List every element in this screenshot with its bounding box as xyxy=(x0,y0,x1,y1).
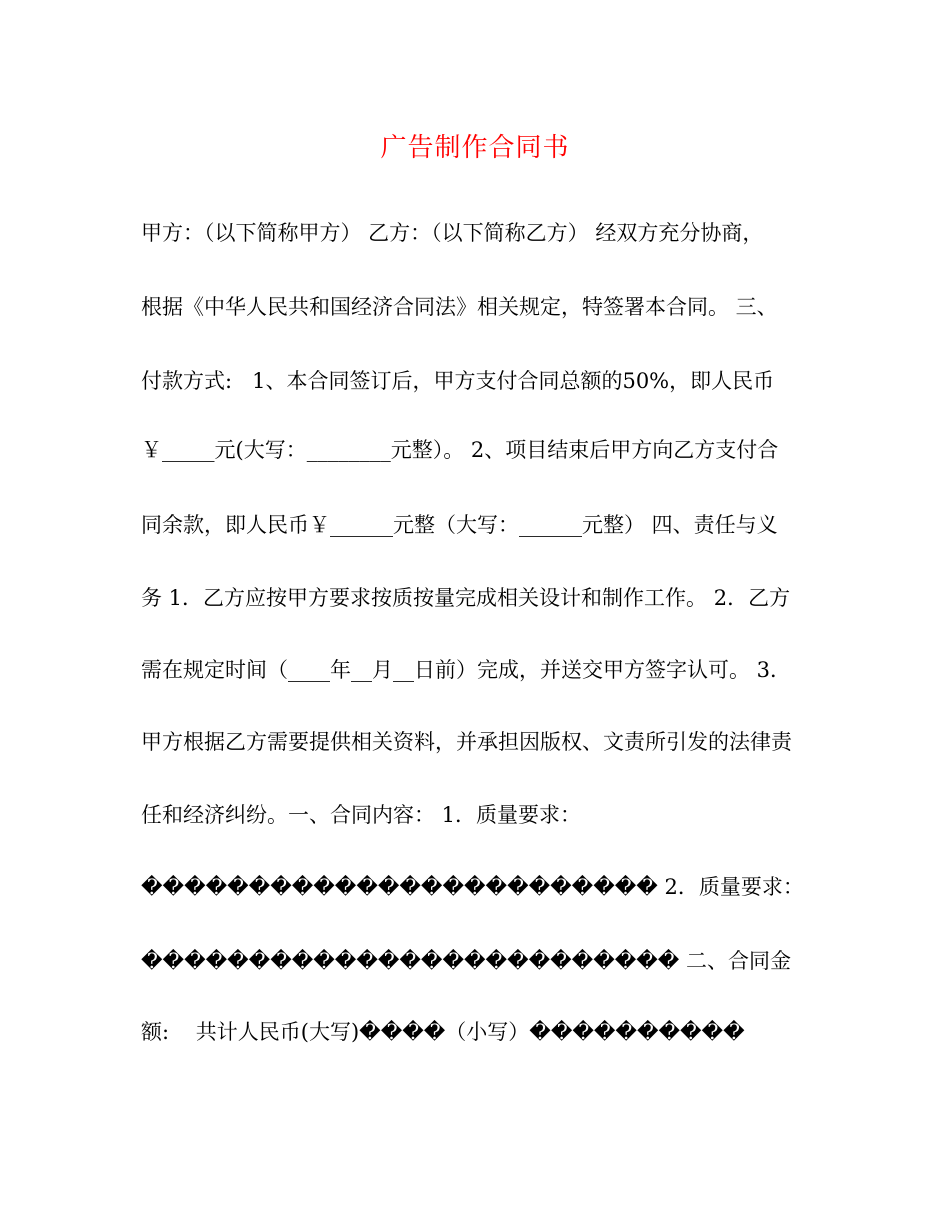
body-line-3: 付款方式: 1、本合同签订后，甲方支付合同总额的50%，即人民币 xyxy=(141,369,775,393)
body-line-7: 需在规定时间（____年__月__日前）完成，并送交甲方签字认可。 3． xyxy=(141,658,792,682)
body-line-12: 额: 共计人民币(大写)����（小写）���������� xyxy=(141,1020,745,1044)
body-line-2: 根据《中华人民共和国经济合同法》相关规定，特签署本合同。 三、 xyxy=(141,295,778,319)
body-line-4: ￥_____元(大写：________元整）。 2、项目结束后甲方向乙方支付合 xyxy=(141,438,779,462)
body-line-10: ������������������������ 2．质量要求： xyxy=(141,875,804,899)
body-line-1: 甲方：（以下简称甲方） 乙方：（以下简称乙方） 经双方充分协商， xyxy=(141,221,764,245)
document-title: 广告制作合同书 xyxy=(380,133,570,163)
body-line-11: ������������������������� 二、合同金 xyxy=(141,949,792,973)
body-line-5: 同余款，即人民币￥______元整（大写：______元整） 四、责任与义 xyxy=(141,513,778,537)
body-line-8: 甲方根据乙方需要提供相关资料，并承担因版权、文责所引发的法律责 xyxy=(141,730,792,754)
body-line-6: 务 1．乙方应按甲方要求按质按量完成相关设计和制作工作。 2．乙方 xyxy=(141,586,791,610)
body-line-9: 任和经济纠纷。一、合同内容： 1．质量要求： xyxy=(141,803,582,827)
